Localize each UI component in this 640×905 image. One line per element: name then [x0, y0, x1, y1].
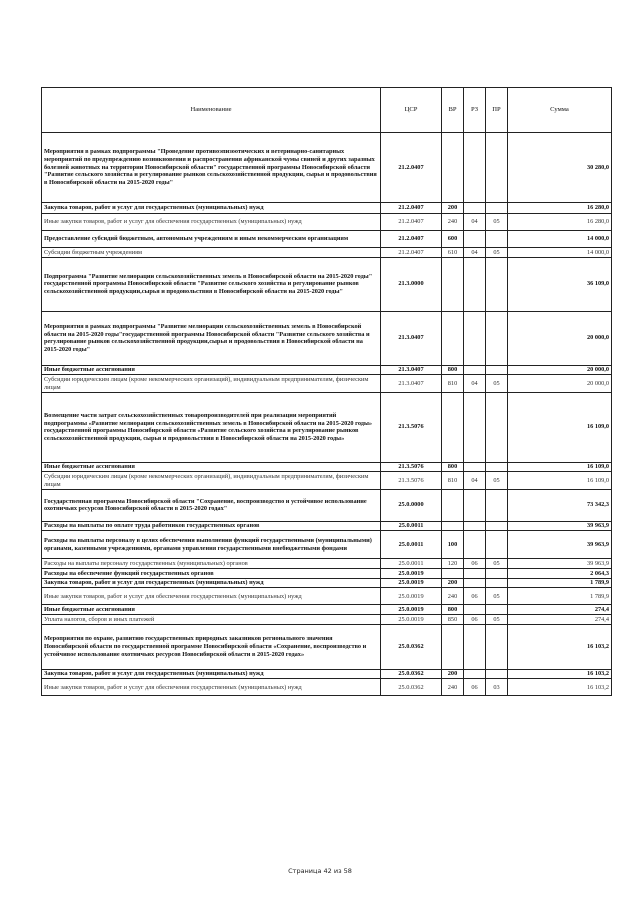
cell-sum: 16 109,0 [508, 472, 612, 489]
cell-vr: 800 [442, 462, 464, 472]
cell-name: Мероприятия в рамках подпрограммы "Проведение противоэпизоотических и ветеринарно-санитарных мероприятий по предупреждению возникновения и распространения африканской чумы свиней и других заразных болезней животных на территории Новосибирской области" государственной программы Новосибирской области "Развитие сельского хозяйства и регулирование рынков сельскохозяйственной продукции, сырья и продовольствия в Новосибирской области на 2015-2020 годы" [42, 133, 381, 203]
table-row [42, 521, 612, 531]
cell-name: Подпрограмма "Развитие мелиорации сельскохозяйственных земель в Новосибирской области на 2015-2020 годы" государственной программы Новосибирской области "Развитие сельского хозяйства и регулирование рынков сельскохозяйственной продукции,сырья и продовольствия в Новосибирской области на 2015-2020 годы" [42, 257, 381, 311]
cell-vr [442, 392, 464, 462]
cell-pr: 05 [486, 214, 508, 231]
cell-csr: 25.0.0362 [381, 669, 442, 679]
table-row [42, 615, 612, 625]
cell-rz [464, 203, 486, 214]
cell-csr: 21.2.0407 [381, 214, 442, 231]
cell-name: Возмещение части затрат сельскохозяйственных товаропроизводителей при реализации мероприятий подпрограммы «Развитие мелиорации сельскохозяйственных земель в Новосибирской области на 2015-2020 годы» государственной программы Новосибирской области «Развитие сельского хозяйства и регулирование рынков сельскохозяйственной продукции, сырья и продовольствия в Новосибирской области на 2015-2020 годы» [42, 392, 381, 462]
table-row [42, 669, 612, 679]
budget-table [41, 87, 612, 696]
cell-csr: 25.0.0019 [381, 569, 442, 579]
header-rz: РЗ [464, 88, 486, 133]
cell-pr [486, 392, 508, 462]
cell-name: Расходы на выплаты по оплате труда работников государственных органов [42, 521, 381, 531]
table-row [42, 578, 612, 588]
cell-rz [464, 257, 486, 311]
cell-sum: 2 064,3 [508, 569, 612, 579]
cell-name: Закупка товаров, работ и услуг для государственных (муниципальных) нужд [42, 203, 381, 214]
cell-rz [464, 531, 486, 559]
table-row [42, 375, 612, 392]
cell-vr: 240 [442, 214, 464, 231]
cell-vr [442, 257, 464, 311]
cell-sum: 36 109,0 [508, 257, 612, 311]
cell-pr [486, 203, 508, 214]
cell-rz [464, 133, 486, 203]
table-row [42, 588, 612, 605]
cell-sum: 16 109,0 [508, 392, 612, 462]
cell-csr: 25.0.0011 [381, 521, 442, 531]
cell-sum: 16 103,2 [508, 669, 612, 679]
cell-pr: 05 [486, 375, 508, 392]
cell-pr: 05 [486, 588, 508, 605]
table-row [42, 679, 612, 696]
cell-sum: 16 109,0 [508, 462, 612, 472]
cell-csr: 25.0.0000 [381, 489, 442, 521]
table-row [42, 489, 612, 521]
header-name: Наименование [42, 88, 381, 133]
cell-rz: 06 [464, 615, 486, 625]
cell-pr: 05 [486, 248, 508, 258]
cell-vr: 600 [442, 231, 464, 248]
cell-rz: 04 [464, 472, 486, 489]
cell-csr: 25.0.0362 [381, 624, 442, 669]
table-row [42, 257, 612, 311]
table-row [42, 605, 612, 615]
cell-sum: 39 963,9 [508, 559, 612, 569]
header-pr: ПР [486, 88, 508, 133]
cell-csr: 25.0.0019 [381, 588, 442, 605]
table-row [42, 569, 612, 579]
cell-vr: 200 [442, 669, 464, 679]
cell-vr: 810 [442, 375, 464, 392]
cell-pr [486, 578, 508, 588]
cell-pr [486, 257, 508, 311]
cell-csr: 25.0.0011 [381, 531, 442, 559]
table-row [42, 559, 612, 569]
cell-csr: 21.3.0407 [381, 365, 442, 375]
cell-sum: 274,4 [508, 615, 612, 625]
cell-name: Мероприятия в рамках подпрограммы "Развитие мелиорации сельскохозяйственных земель в Новосибирской области на 2015-2020 годы"государственной программы Новосибирской области "Развитие сельского хозяйства и регулирование рынков сельскохозяйственной продукции,сырья и продовольствия в Новосибирской области на 2015-2020 годы" [42, 311, 381, 365]
cell-pr [486, 605, 508, 615]
cell-pr: 05 [486, 559, 508, 569]
cell-rz: 06 [464, 588, 486, 605]
cell-rz [464, 231, 486, 248]
cell-csr: 25.0.0362 [381, 679, 442, 696]
cell-csr: 25.0.0011 [381, 559, 442, 569]
table-row [42, 531, 612, 559]
cell-name: Иные бюджетные ассигнования [42, 365, 381, 375]
cell-sum: 16 103,2 [508, 679, 612, 696]
cell-rz [464, 624, 486, 669]
cell-sum: 14 000,0 [508, 231, 612, 248]
cell-name: Субсидии бюджетным учреждениям [42, 248, 381, 258]
table-header-row [42, 88, 612, 133]
cell-pr [486, 231, 508, 248]
cell-csr: 21.2.0407 [381, 203, 442, 214]
cell-sum: 16 103,2 [508, 624, 612, 669]
cell-pr [486, 624, 508, 669]
cell-csr: 21.3.5076 [381, 472, 442, 489]
cell-rz [464, 669, 486, 679]
cell-pr: 03 [486, 679, 508, 696]
cell-csr: 21.3.0407 [381, 375, 442, 392]
cell-pr [486, 489, 508, 521]
cell-vr: 800 [442, 605, 464, 615]
cell-vr: 610 [442, 248, 464, 258]
table-row [42, 248, 612, 258]
cell-csr: 21.3.5076 [381, 462, 442, 472]
header-sum: Сумма [508, 88, 612, 133]
cell-rz [464, 392, 486, 462]
cell-name: Субсидии юридическим лицам (кроме некоммерческих организаций), индивидуальным предпринимателям, физическим лицам [42, 472, 381, 489]
table-row [42, 203, 612, 214]
cell-vr [442, 521, 464, 531]
cell-name: Расходы на выплаты персоналу в целях обеспечения выполнения функций государственными (муниципальными) органами, казенными учреждениями, органами управления государственными внебюджетными фондами [42, 531, 381, 559]
cell-sum: 20 000,0 [508, 311, 612, 365]
cell-sum: 30 280,0 [508, 133, 612, 203]
cell-rz [464, 365, 486, 375]
cell-sum: 39 963,9 [508, 531, 612, 559]
cell-vr [442, 133, 464, 203]
cell-vr: 240 [442, 588, 464, 605]
cell-rz: 04 [464, 214, 486, 231]
cell-name: Закупка товаров, работ и услуг для государственных (муниципальных) нужд [42, 578, 381, 588]
table-row [42, 133, 612, 203]
cell-name: Закупка товаров, работ и услуг для государственных (муниципальных) нужд [42, 669, 381, 679]
cell-name: Государственная программа Новосибирской области "Сохранение, воспроизводство и устойчивое использование охотничьих ресурсов Новосибирской области в 2015-2020 годах" [42, 489, 381, 521]
cell-csr: 21.3.0407 [381, 311, 442, 365]
table-row [42, 365, 612, 375]
cell-rz [464, 578, 486, 588]
cell-vr [442, 569, 464, 579]
cell-csr: 21.3.5076 [381, 392, 442, 462]
cell-sum: 39 963,9 [508, 521, 612, 531]
cell-rz: 06 [464, 679, 486, 696]
cell-sum: 274,4 [508, 605, 612, 615]
cell-rz [464, 521, 486, 531]
cell-rz [464, 605, 486, 615]
cell-rz: 04 [464, 248, 486, 258]
cell-pr [486, 311, 508, 365]
cell-rz: 04 [464, 375, 486, 392]
cell-pr [486, 569, 508, 579]
cell-vr [442, 624, 464, 669]
cell-vr: 100 [442, 531, 464, 559]
table-row [42, 462, 612, 472]
cell-name: Иные бюджетные ассигнования [42, 462, 381, 472]
cell-vr: 120 [442, 559, 464, 569]
table-row [42, 214, 612, 231]
cell-csr: 21.2.0407 [381, 133, 442, 203]
cell-pr [486, 462, 508, 472]
table-row [42, 624, 612, 669]
cell-sum: 1 789,9 [508, 588, 612, 605]
cell-pr [486, 365, 508, 375]
cell-pr [486, 531, 508, 559]
cell-name: Расходы на выплаты персоналу государственных (муниципальных) органов [42, 559, 381, 569]
cell-csr: 25.0.0019 [381, 605, 442, 615]
cell-name: Иные закупки товаров, работ и услуг для обеспечения государственных (муниципальных) нужд [42, 588, 381, 605]
cell-vr [442, 311, 464, 365]
header-csr: ЦСР [381, 88, 442, 133]
cell-pr [486, 521, 508, 531]
table-row [42, 472, 612, 489]
table-row [42, 231, 612, 248]
cell-vr [442, 489, 464, 521]
cell-vr: 200 [442, 578, 464, 588]
cell-sum: 16 280,0 [508, 214, 612, 231]
cell-vr: 240 [442, 679, 464, 696]
cell-csr: 21.3.0000 [381, 257, 442, 311]
cell-csr: 21.2.0407 [381, 248, 442, 258]
table-row [42, 392, 612, 462]
table-row [42, 311, 612, 365]
cell-sum: 20 000,0 [508, 365, 612, 375]
cell-name: Иные закупки товаров, работ и услуг для обеспечения государственных (муниципальных) нужд [42, 679, 381, 696]
cell-rz [464, 311, 486, 365]
cell-name: Иные бюджетные ассигнования [42, 605, 381, 615]
cell-name: Иные закупки товаров, работ и услуг для обеспечения государственных (муниципальных) нужд [42, 214, 381, 231]
page-number: Страница 42 из 58 [288, 867, 352, 875]
cell-csr: 25.0.0019 [381, 578, 442, 588]
cell-name: Уплата налогов, сборов и иных платежей [42, 615, 381, 625]
cell-name: Предоставление субсидий бюджетным, автономным учреждениям и иным некоммерческим организациям [42, 231, 381, 248]
cell-sum: 20 000,0 [508, 375, 612, 392]
cell-sum: 14 000,0 [508, 248, 612, 258]
header-vr: ВР [442, 88, 464, 133]
cell-vr: 800 [442, 365, 464, 375]
cell-pr [486, 133, 508, 203]
cell-name: Расходы на обеспечение функций государственных органов [42, 569, 381, 579]
cell-rz: 06 [464, 559, 486, 569]
cell-pr [486, 669, 508, 679]
cell-pr: 05 [486, 615, 508, 625]
cell-csr: 21.2.0407 [381, 231, 442, 248]
cell-name: Мероприятия по охране, развитию государственных природных заказников регионального значения Новосибирской области по государственной программе Новосибирской области «Сохранение, воспроизводство и устойчивое использование охотничьих ресурсов Новосибирской области в 2015-2020 годах» [42, 624, 381, 669]
cell-vr: 200 [442, 203, 464, 214]
cell-vr: 850 [442, 615, 464, 625]
cell-csr: 25.0.0019 [381, 615, 442, 625]
cell-rz [464, 569, 486, 579]
cell-sum: 73 342,3 [508, 489, 612, 521]
cell-rz [464, 489, 486, 521]
cell-pr: 05 [486, 472, 508, 489]
cell-rz [464, 462, 486, 472]
cell-sum: 16 280,0 [508, 203, 612, 214]
cell-vr: 810 [442, 472, 464, 489]
cell-sum: 1 789,9 [508, 578, 612, 588]
table-body [42, 133, 612, 696]
cell-name: Субсидии юридическим лицам (кроме некоммерческих организаций), индивидуальным предпринимателям, физическим лицам [42, 375, 381, 392]
